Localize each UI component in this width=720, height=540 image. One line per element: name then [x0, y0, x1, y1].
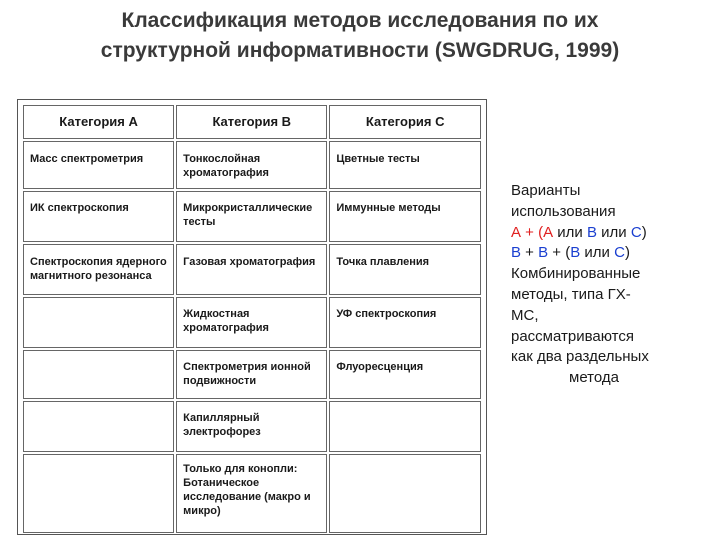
table-row — [23, 244, 481, 295]
table-cell — [23, 297, 174, 348]
slide-title — [20, 6, 700, 66]
table-cell: Точка плавления — [329, 244, 481, 295]
table-cell: Масс спектрометрия — [23, 141, 174, 189]
table-row — [23, 401, 481, 452]
header-category-b: Категория В — [176, 105, 327, 139]
header-category-c: Категория С — [329, 105, 481, 139]
table-cell: Тонкослойная хроматография — [176, 141, 327, 189]
side-line-5: Комбинированные — [511, 265, 641, 283]
usage-options-text — [511, 181, 711, 389]
table-row — [23, 191, 481, 242]
table-header-row — [23, 105, 481, 139]
table-row — [23, 141, 481, 189]
table-cell: Капиллярный электрофорез — [176, 401, 327, 452]
side-line-10: метода — [569, 369, 619, 387]
table-cell — [329, 454, 481, 533]
methods-table-frame — [17, 99, 487, 535]
title-line-2: структурной информативности (SWGDRUG, 1999) — [100, 39, 620, 62]
side-line-1: Варианты — [511, 182, 581, 199]
table-row — [23, 350, 481, 399]
table-row — [23, 454, 481, 533]
side-line-9: как два раздельных — [511, 348, 649, 366]
table-cell: Цветные тесты — [329, 141, 481, 189]
table-cell — [23, 454, 174, 533]
side-line-2: использования — [511, 202, 616, 220]
combination-a-expression: А + (А или В или С) — [511, 223, 647, 241]
table-cell: Иммунные методы — [329, 191, 481, 242]
table-cell: Жидкостная хроматография — [176, 297, 327, 348]
table-cell — [329, 401, 481, 452]
combination-b-expression: В + В + (В или С) — [511, 244, 630, 262]
header-category-a: Категория А — [23, 105, 174, 139]
side-line-7: МС, — [511, 306, 539, 324]
title-line-1: Классификация методов исследования по их — [121, 9, 599, 32]
table-cell: Только для конопли: Ботаническое исследование (макро и микро) — [176, 454, 327, 533]
table-cell: УФ спектроскопия — [329, 297, 481, 348]
table-cell: Микрокристаллические тесты — [176, 191, 327, 242]
table-row — [23, 297, 481, 348]
side-line-6: методы, типа ГХ- — [511, 285, 631, 303]
table-cell: Флуоресценция — [329, 350, 481, 399]
table-cell — [23, 401, 174, 452]
table-cell: ИК спектроскопия — [23, 191, 174, 242]
table-cell — [23, 350, 174, 399]
table-cell: Газовая хроматография — [176, 244, 327, 295]
table-cell: Спектроскопия ядерного магнитного резонанса — [23, 244, 174, 295]
table-cell: Спектрометрия ионной подвижности — [176, 350, 327, 399]
methods-table — [21, 103, 483, 535]
side-line-8: рассматриваются — [511, 327, 634, 345]
